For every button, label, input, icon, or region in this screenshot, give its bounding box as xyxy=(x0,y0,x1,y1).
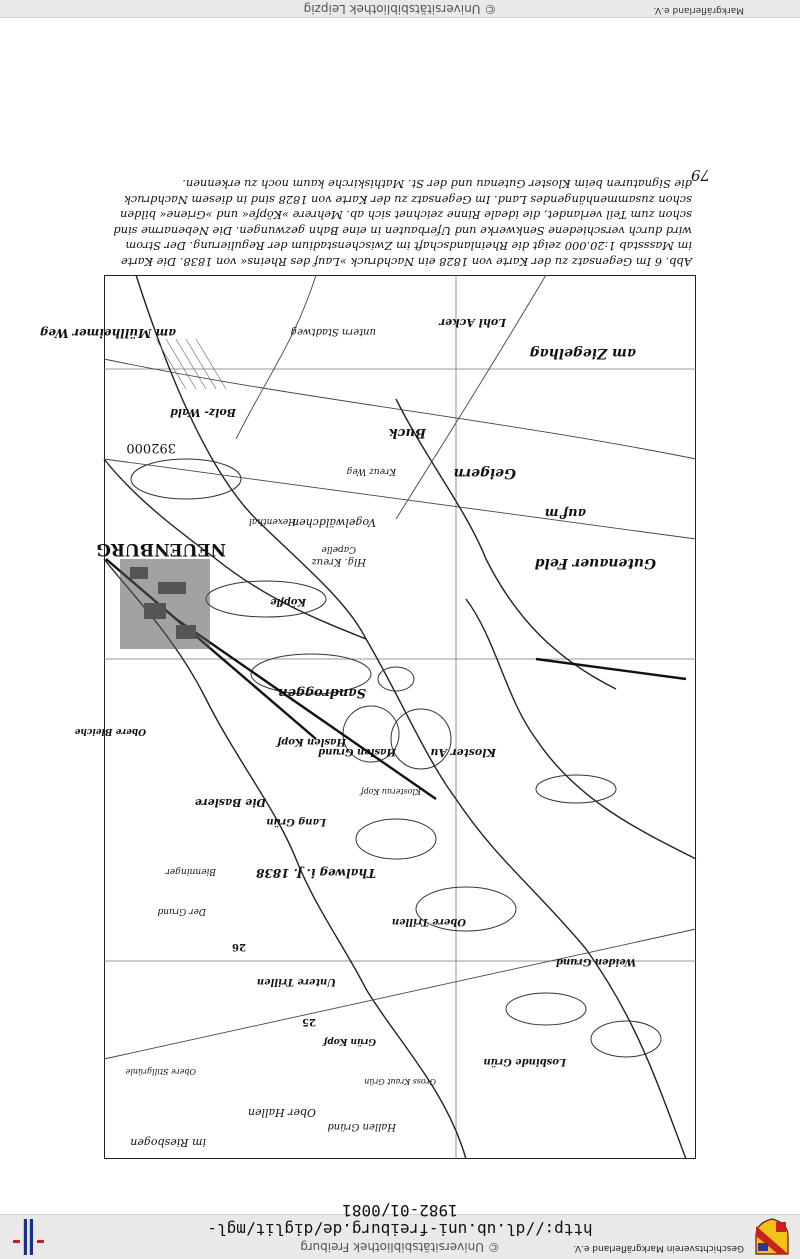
footer-band xyxy=(0,0,800,18)
label-hexenthal: Hexenthal xyxy=(248,516,296,526)
label-buck: Buck xyxy=(388,425,426,440)
footer-copyright: © Universitätsbibliothek Leipzig xyxy=(303,2,497,16)
label-obere-stillgrunle: Obere Stillgrünle xyxy=(125,1067,196,1076)
page-number: 79 xyxy=(690,166,710,184)
label-klosterau-kopf: Klosterau Kopf xyxy=(360,787,421,796)
copyright-notice: © Universitätsbibliothek Freiburg xyxy=(300,1240,500,1254)
label-obere-bleiche: Obere Bleiche xyxy=(74,726,146,736)
label-thalweg: Thalweg i. J. 1838 xyxy=(256,866,376,880)
label-bolz-wald: Bolz- Wald xyxy=(170,406,236,419)
label-neuenburg: NEUENBURG xyxy=(96,539,226,559)
caption-line: schon zusammenhängendes Land. Im Gegensatz zu der Karte von 1828 sind in diesem Nachdruck xyxy=(124,193,692,207)
label-sandroggen: Sandroggen xyxy=(278,685,366,700)
figure-caption xyxy=(102,176,692,269)
label-ober-hallen: Ober Hallen xyxy=(247,1106,316,1119)
society-name: Geschichtsverein Markgräflerland e.V. xyxy=(573,1243,744,1253)
label-grun-kopf: Grün Kopf xyxy=(323,1036,376,1046)
coat-of-arms-icon xyxy=(754,1218,790,1256)
label-haslen-grund: Haslen Grund xyxy=(318,746,396,757)
label-hallen-grund: Hallen Gründ xyxy=(327,1121,396,1132)
library-logo-icon xyxy=(8,1219,50,1255)
footer-society: Markgräflerland e.V. xyxy=(653,5,744,15)
label-kopfle: Köpfle xyxy=(270,596,306,607)
label-untere-trillen: Untere Trillen xyxy=(256,976,336,987)
historic-rhine-map xyxy=(39,275,696,1159)
label-am-mullheimer-weg: am Müllheimer Weg xyxy=(39,326,176,340)
caption-line: Abb. 6 Im Gegensatz zu der Karte von 1828 ein Nachdruck »Lauf des Rheins« von 1838. Die Karte xyxy=(120,255,692,269)
caption-line: im Massstab 1:20.000 zeigt die Rheinlandschaft im Zwischenstadium der Regulierung. Der Strom xyxy=(125,239,692,254)
label-gross-kraut-grun: Gross Kraut Grün xyxy=(364,1077,436,1086)
label-vogelwaldchen: Vogelwäldchen xyxy=(292,516,376,529)
label-obere-trillen: Obere Trillen xyxy=(391,916,466,927)
label-grid-number: 392000 xyxy=(126,440,176,455)
label-losbinde-grun: Losbinde Grün xyxy=(483,1056,566,1067)
label-kreuz-weg: Kreuz Weg xyxy=(346,466,396,476)
label-im-riesbogen: im Riesbogen xyxy=(130,1136,206,1149)
label-lang-grun: Lang Grün xyxy=(266,816,326,827)
caption-line: schon zum Teil verlandet, die ideale Rinne zeichnet sich ab. Mehrere »Köpfe« und »Griene« bilden xyxy=(120,208,692,223)
label-bienninger: Bienninger xyxy=(165,866,216,876)
neuenburg-town xyxy=(120,559,210,649)
label-km-25: 25 xyxy=(302,1016,316,1027)
label-km-26: 26 xyxy=(232,941,246,952)
label-die-baslere: Die Baslere xyxy=(194,796,266,809)
caption-line: die Signaturen beim Kloster Gutenau und der St. Mathiskirche kaum noch zu erkennen. xyxy=(182,177,692,192)
label-untern-stadtweg: untern Stadtweg xyxy=(290,326,376,337)
header-band xyxy=(0,1201,800,1259)
label-der-grund: Der Grund xyxy=(157,906,206,916)
label-aufm: auf'm xyxy=(544,505,586,520)
label-haslen-kopf: Haslen Kopf xyxy=(277,736,346,747)
label-kloster-au: Kloster Au xyxy=(430,746,496,759)
label-hl-kreuz: Hlg. Kreuz xyxy=(311,556,366,567)
label-kapelle: Capelle xyxy=(321,544,356,554)
label-am-ziegelhag: am Ziegelhag xyxy=(529,345,636,361)
label-gutenauer-feld: Gutenauer Feld xyxy=(534,555,656,571)
label-lohl-acker: Lohl Acker xyxy=(439,316,506,329)
label-weiden-grund: Weiden Grund xyxy=(555,956,636,967)
caption-line: wird durch verschiedene Senkwerke und Uferbauten in eine Bahn gezwungen. Die Nebenarme sind xyxy=(113,224,692,238)
document-url[interactable]: http://dl.ub.uni-freiburg.de/diglit/mgl-1982-01/0081 xyxy=(207,1201,593,1239)
label-geigern: Geigern xyxy=(453,465,516,481)
